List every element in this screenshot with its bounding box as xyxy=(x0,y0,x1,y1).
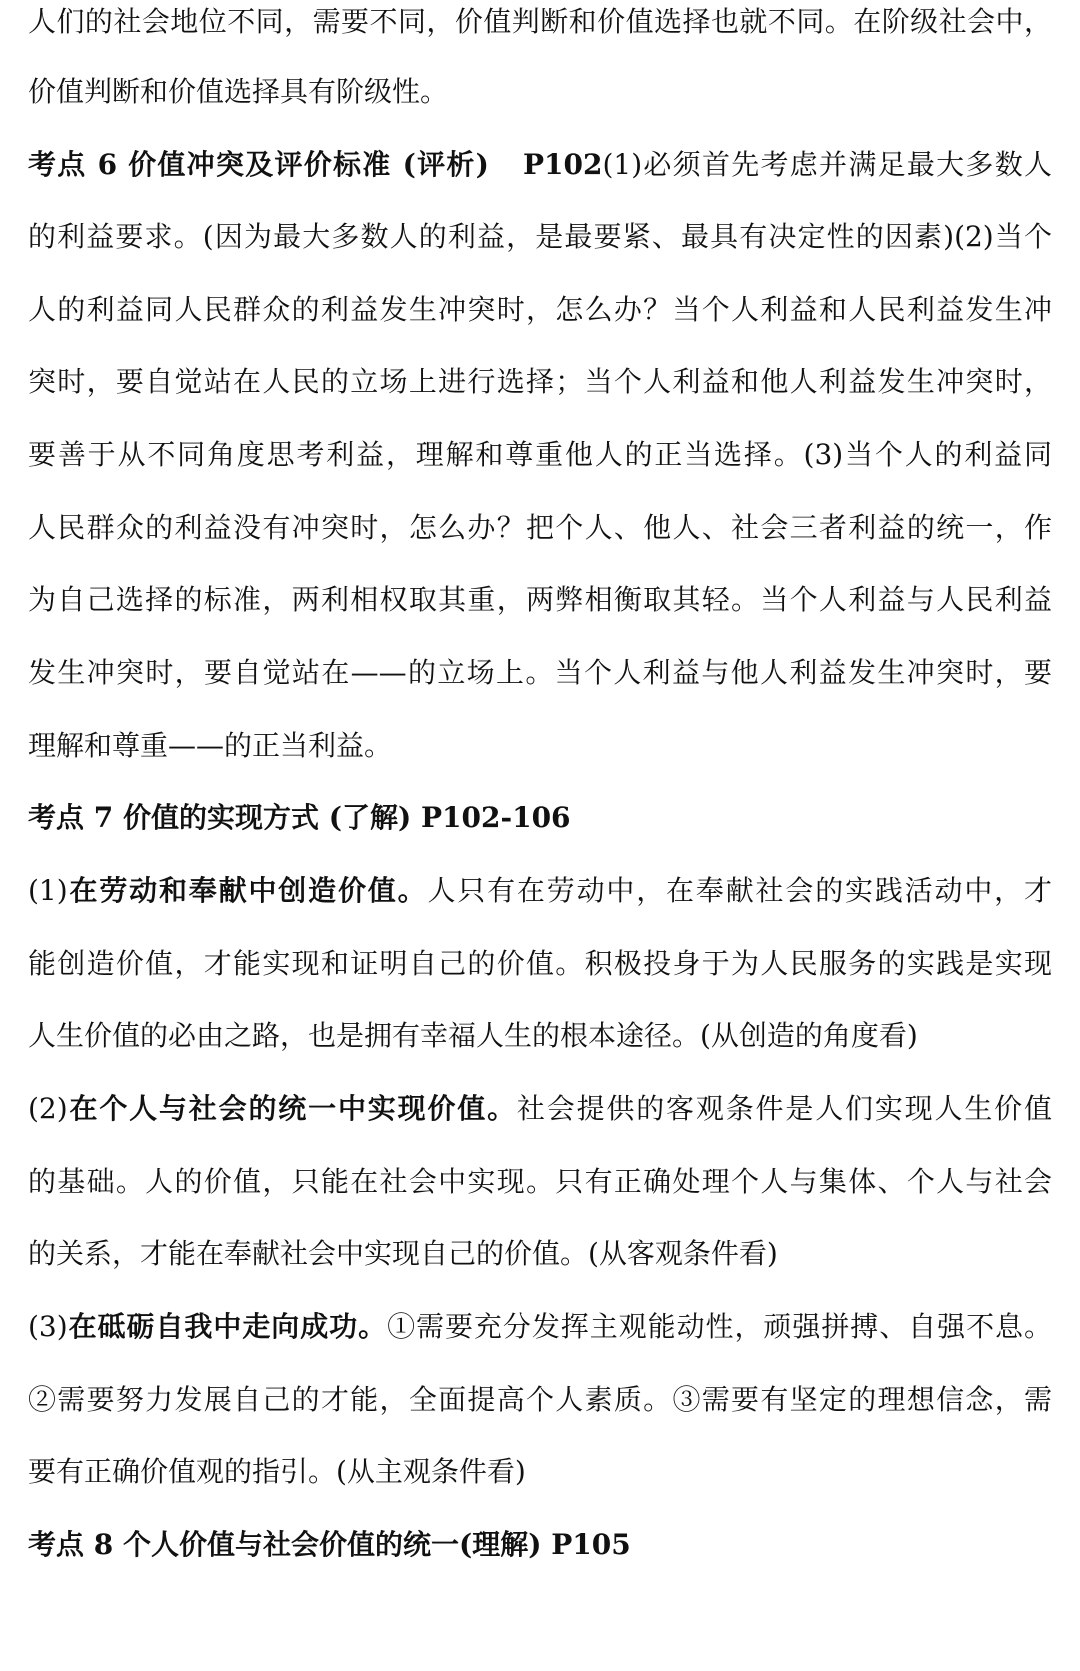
text-line-8: 人民群众的利益没有冲突时，怎么办？把个人、他人、社会三者利益的统一，作 xyxy=(28,511,1052,544)
item-2-text: 社会提供的客观条件是人们实现人生价值 xyxy=(516,1092,1052,1125)
item-3-text: ①需要充分发挥主观能动性，顽强拼搏、自强不息。 xyxy=(387,1310,1052,1343)
text-line-20: 要有正确价值观的指引。(从主观条件看) xyxy=(28,1455,526,1488)
text-line-2: 价值判断和价值选择具有阶级性。 xyxy=(28,75,449,108)
item-1-number: (1) xyxy=(28,874,68,907)
text-line-13: 能创造价值，才能实现和证明自己的价值。积极投身于为人民服务的实践是实现 xyxy=(28,947,1052,980)
kd7-item-3 xyxy=(28,1307,1052,1347)
kd8-heading: 考点 8 个人价值与社会价值的统一(理解) P105 xyxy=(28,1528,631,1561)
text-line-7: 要善于从不同角度思考利益，理解和尊重他人的正当选择。(3)当个人的利益同 xyxy=(28,438,1052,471)
item-1-bold: 在劳动和奉献中创造价值。 xyxy=(67,874,428,907)
kd7-heading: 考点 7 价值的实现方式 (了解) P102-106 xyxy=(28,801,571,834)
item-1-text: 人只有在劳动中，在奉献社会的实践活动中，才 xyxy=(427,874,1052,907)
kd7-item-1 xyxy=(28,871,1052,911)
item-3-bold: 在砥砺自我中走向成功。 xyxy=(67,1310,388,1343)
text-line-6: 突时，要自觉站在人民的立场上进行选择；当个人利益和他人利益发生冲突时， xyxy=(28,365,1052,398)
text-line-19: ②需要努力发展自己的才能，全面提高个人素质。③需要有坚定的理想信念，需 xyxy=(28,1383,1052,1416)
kd6-page-ref: P102 xyxy=(522,148,603,181)
text-line-11: 理解和尊重——的正当利益。 xyxy=(28,729,393,762)
text-line-1: 人们的社会地位不同，需要不同，价值判断和价值选择也就不同。在阶级社会中， xyxy=(28,5,1052,38)
item-3-number: (3) xyxy=(28,1310,68,1343)
text-line-16: 的基础。人的价值，只能在社会中实现。只有正确处理个人与集体、个人与社会 xyxy=(28,1165,1052,1198)
kd6-text: (1)必须首先考虑并满足最大多数人 xyxy=(602,148,1052,181)
kd6-line xyxy=(28,145,1052,185)
text-line-17: 的关系，才能在奉献社会中实现自己的价值。(从客观条件看) xyxy=(28,1237,778,1270)
item-2-number: (2) xyxy=(28,1092,68,1125)
kd6-heading: 考点 6 价值冲突及评价标准 (评析) xyxy=(28,148,489,181)
text-line-4: 的利益要求。(因为最大多数人的利益，是最要紧、最具有决定性的因素)(2)当个 xyxy=(28,220,1052,253)
text-line-5: 人的利益同人民群众的利益发生冲突时，怎么办？当个人利益和人民利益发生冲 xyxy=(28,293,1052,326)
text-line-9: 为自己选择的标准，两利相权取其重，两弊相衡取其轻。当个人利益与人民利益 xyxy=(28,583,1052,616)
kd7-item-2 xyxy=(28,1089,1052,1129)
text-line-10: 发生冲突时，要自觉站在——的立场上。当个人利益与他人利益发生冲突时，要 xyxy=(28,656,1052,689)
text-line-14: 人生价值的必由之路，也是拥有幸福人生的根本途径。(从创造的角度看) xyxy=(28,1019,918,1052)
item-2-bold: 在个人与社会的统一中实现价值。 xyxy=(67,1092,517,1125)
